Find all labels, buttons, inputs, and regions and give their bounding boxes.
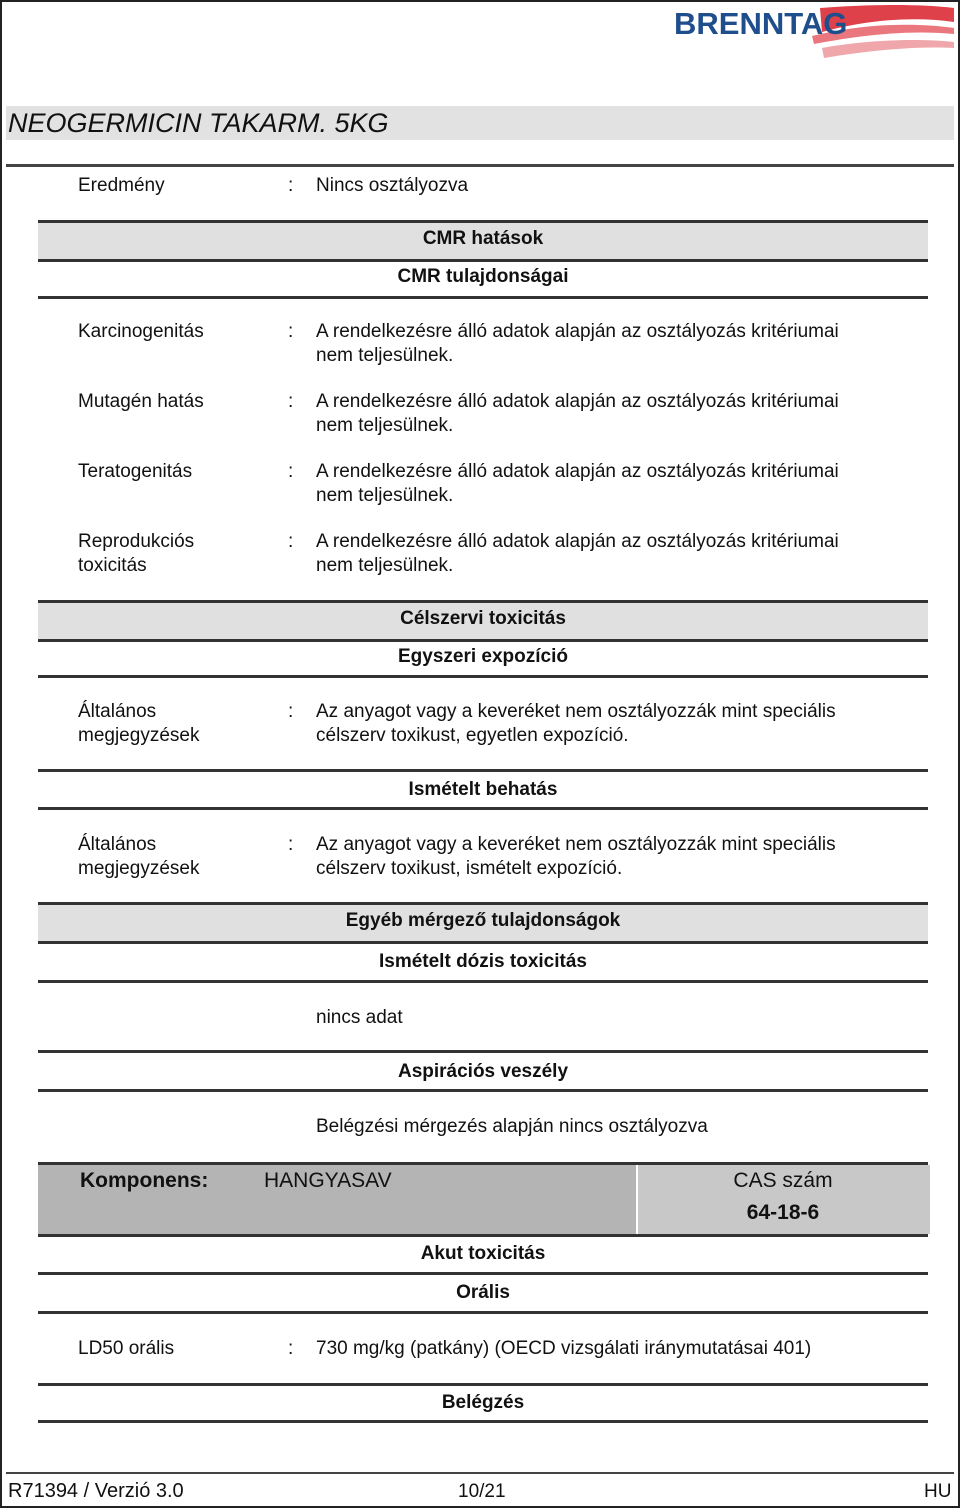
cmr-row-text: A rendelkezésre álló adatok alapján az osztályozás kritériumai — [316, 321, 839, 342]
brenntag-logo-graphic — [672, 4, 954, 66]
product-title: NEOGERMICIN TAKARM. 5KG — [8, 108, 389, 138]
ld50-value: 730 mg/kg (patkány) (OECD vizsgálati iránymutatásai 401) — [316, 1338, 812, 1359]
footer-language: HU — [924, 1481, 952, 1502]
repeated-remarks-colon: : — [288, 834, 294, 855]
cmr-row-text: nem teljesülnek. — [316, 555, 454, 576]
repeated-exposure-top-rule — [38, 769, 928, 772]
aspiration-rule — [38, 1089, 928, 1092]
ld50-label: LD50 orális — [78, 1338, 175, 1359]
brenntag-logo — [672, 4, 954, 71]
cmr-row-text: A rendelkezésre álló adatok alapján az osztályozás kritériumai — [316, 461, 839, 482]
logo-text: BRENNTAG — [674, 6, 848, 41]
cmr-heading: CMR hatások — [422, 228, 544, 249]
inhalation-top-rule — [38, 1383, 928, 1386]
footer-page-number: 10/21 — [458, 1481, 506, 1502]
cmr-row-label: Mutagén hatás — [78, 391, 204, 412]
single-exposure-heading: Egyszeri expozíció — [397, 646, 568, 667]
target-organ-heading: Célszervi toxicitás — [400, 608, 566, 629]
other-toxic-heading: Egyéb mérgező tulajdonságok — [345, 910, 621, 931]
cmr-row-text: nem teljesülnek. — [316, 415, 454, 436]
result-label: Eredmény — [78, 175, 165, 196]
repeated-remarks-label: Általános — [78, 834, 157, 855]
repeated-remarks-label: megjegyzések — [78, 858, 200, 879]
acute-top-rule — [38, 1234, 928, 1237]
inhalation-rule — [38, 1420, 928, 1423]
cmr-row-colon: : — [288, 321, 294, 342]
ld50-colon: : — [288, 1338, 294, 1359]
acute-toxicity-heading: Akut toxicitás — [420, 1243, 546, 1264]
cmr-row-text: nem teljesülnek. — [316, 485, 454, 506]
cmr-rule — [38, 296, 928, 299]
cas-label: CAS szám — [733, 1169, 833, 1192]
oral-heading: Orális — [456, 1282, 510, 1303]
cmr-row-text: A rendelkezésre álló adatok alapján az osztályozás kritériumai — [316, 391, 839, 412]
repeated-dose-heading: Ismételt dózis toxicitás — [378, 951, 587, 972]
acute-rule — [38, 1272, 928, 1275]
footer-doc-ref: R71394 / Verzió 3.0 — [8, 1480, 184, 1502]
repeated-dose-rule — [38, 980, 928, 983]
footer-divider — [6, 1472, 954, 1474]
title-divider — [6, 164, 954, 167]
cmr-subheading: CMR tulajdonságai — [397, 266, 569, 287]
repeated-remarks-text: célszerv toxikust, ismételt expozíció. — [316, 858, 623, 879]
single-remarks-colon: : — [288, 701, 294, 722]
repeated-remarks-text: Az anyagot vagy a keveréket nem osztályozzák mint speciális — [316, 834, 836, 855]
component-label: Komponens: — [80, 1169, 209, 1192]
cmr-row-label: Karcinogenitás — [78, 321, 204, 342]
single-exposure-rule — [38, 675, 928, 678]
repeated-exposure-heading: Ismételt behatás — [408, 779, 558, 800]
cmr-row-text: nem teljesülnek. — [316, 345, 454, 366]
result-value: Nincs osztályozva — [316, 175, 469, 196]
cmr-row-colon: : — [288, 461, 294, 482]
oral-rule — [38, 1311, 928, 1314]
aspiration-value: Belégzési mérgezés alapján nincs osztályozva — [316, 1116, 708, 1137]
cmr-row-label: toxicitás — [78, 555, 147, 576]
single-remarks-text: Az anyagot vagy a keveréket nem osztályozzák mint speciális — [316, 701, 836, 722]
single-remarks-label: Általános — [78, 701, 157, 722]
cmr-row-colon: : — [288, 531, 294, 552]
cmr-row-label: Teratogenitás — [78, 461, 193, 482]
single-remarks-text: célszerv toxikust, egyetlen expozíció. — [316, 725, 629, 746]
repeated-exposure-rule — [38, 807, 928, 810]
repeated-dose-value: nincs adat — [316, 1007, 403, 1028]
inhalation-heading: Belégzés — [441, 1392, 525, 1413]
cas-value: 64-18-6 — [746, 1201, 820, 1224]
result-colon: : — [288, 175, 294, 196]
component-name: HANGYASAV — [264, 1169, 392, 1192]
cmr-row-text: A rendelkezésre álló adatok alapján az osztályozás kritériumai — [316, 531, 839, 552]
single-remarks-label: megjegyzések — [78, 725, 200, 746]
aspiration-heading: Aspirációs veszély — [397, 1061, 569, 1082]
aspiration-top-rule — [38, 1050, 928, 1053]
cmr-row-label: Reprodukciós — [78, 531, 195, 552]
cmr-row-colon: : — [288, 391, 294, 412]
